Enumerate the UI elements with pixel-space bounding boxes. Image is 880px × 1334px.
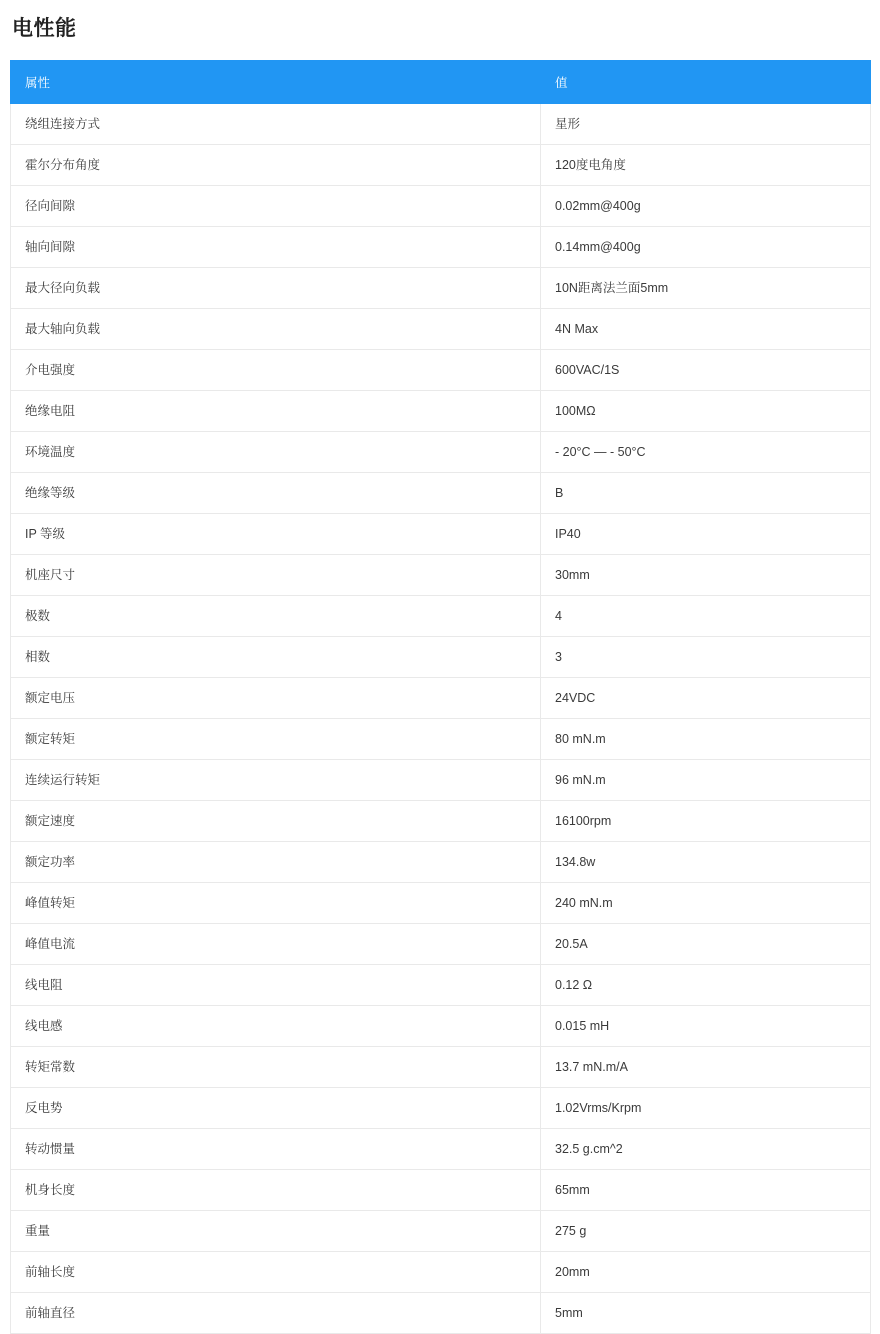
cell-attribute: 前轴长度 (11, 1252, 541, 1293)
cell-attribute: 环境温度 (11, 432, 541, 473)
table-row (11, 432, 871, 473)
electrical-performance-table (10, 60, 871, 1334)
table-row (11, 1088, 871, 1129)
cell-value: 65mm (541, 1170, 871, 1211)
cell-value: 星形 (541, 104, 871, 145)
cell-value: 240 mN.m (541, 883, 871, 924)
cell-attribute: 连续运行转矩 (11, 760, 541, 801)
cell-value: 3 (541, 637, 871, 678)
cell-value: IP40 (541, 514, 871, 555)
cell-value: 275 g (541, 1211, 871, 1252)
column-header-attribute: 属性 (11, 61, 541, 104)
cell-attribute: 相数 (11, 637, 541, 678)
table-row (11, 555, 871, 596)
cell-value: 32.5 g.cm^2 (541, 1129, 871, 1170)
cell-value: 16100rpm (541, 801, 871, 842)
cell-value: 20.5A (541, 924, 871, 965)
table-row (11, 965, 871, 1006)
table-row (11, 1211, 871, 1252)
table-row (11, 719, 871, 760)
cell-value: 4N Max (541, 309, 871, 350)
cell-attribute: 绕组连接方式 (11, 104, 541, 145)
cell-attribute: 最大轴向负载 (11, 309, 541, 350)
cell-attribute: 额定转矩 (11, 719, 541, 760)
cell-value: 96 mN.m (541, 760, 871, 801)
table-row (11, 637, 871, 678)
cell-value: 120度电角度 (541, 145, 871, 186)
cell-value: 24VDC (541, 678, 871, 719)
table-row (11, 760, 871, 801)
cell-value: 80 mN.m (541, 719, 871, 760)
table-row (11, 350, 871, 391)
table-header (11, 61, 871, 104)
cell-attribute: 额定功率 (11, 842, 541, 883)
cell-attribute: 重量 (11, 1211, 541, 1252)
table-row (11, 1129, 871, 1170)
cell-attribute: 前轴直径 (11, 1293, 541, 1334)
cell-value: 134.8w (541, 842, 871, 883)
cell-attribute: 绝缘等级 (11, 473, 541, 514)
cell-value: 0.02mm@400g (541, 186, 871, 227)
table-row (11, 1170, 871, 1211)
table-header-row (11, 61, 871, 104)
table-row (11, 924, 871, 965)
table-row (11, 883, 871, 924)
cell-attribute: 峰值转矩 (11, 883, 541, 924)
page-title: 电性能 (12, 17, 77, 40)
cell-value: 1.02Vrms/Krpm (541, 1088, 871, 1129)
cell-value: 4 (541, 596, 871, 637)
cell-attribute: 霍尔分布角度 (11, 145, 541, 186)
cell-attribute: 转动惯量 (11, 1129, 541, 1170)
cell-attribute: 额定速度 (11, 801, 541, 842)
cell-value: B (541, 473, 871, 514)
cell-value: 100MΩ (541, 391, 871, 432)
cell-value: 0.12 Ω (541, 965, 871, 1006)
cell-attribute: 径向间隙 (11, 186, 541, 227)
table-row (11, 678, 871, 719)
table-row (11, 1293, 871, 1334)
cell-value: 10N距离法兰面5mm (541, 268, 871, 309)
table-row (11, 596, 871, 637)
cell-attribute: 机座尺寸 (11, 555, 541, 596)
table-row (11, 473, 871, 514)
table-row (11, 104, 871, 145)
table-body (11, 104, 871, 1334)
table-row (11, 186, 871, 227)
cell-attribute: 线电感 (11, 1006, 541, 1047)
cell-attribute: 线电阻 (11, 965, 541, 1006)
cell-attribute: 介电强度 (11, 350, 541, 391)
table-row (11, 268, 871, 309)
cell-attribute: 机身长度 (11, 1170, 541, 1211)
table-row (11, 309, 871, 350)
cell-attribute: 峰值电流 (11, 924, 541, 965)
cell-attribute: 转矩常数 (11, 1047, 541, 1088)
table-row (11, 227, 871, 268)
cell-value: 20mm (541, 1252, 871, 1293)
cell-value: 13.7 mN.m/A (541, 1047, 871, 1088)
cell-value: ‐ 20°C — ‐ 50°C (541, 432, 871, 473)
column-header-value: 值 (541, 61, 871, 104)
table-row (11, 842, 871, 883)
cell-value: 0.015 mH (541, 1006, 871, 1047)
cell-attribute: 反电势 (11, 1088, 541, 1129)
cell-attribute: 额定电压 (11, 678, 541, 719)
table-row (11, 1252, 871, 1293)
table-row (11, 391, 871, 432)
table-row (11, 514, 871, 555)
cell-attribute: 绝缘电阻 (11, 391, 541, 432)
table-row (11, 801, 871, 842)
cell-attribute: 最大径向负载 (11, 268, 541, 309)
table-row (11, 1047, 871, 1088)
cell-value: 600VAC/1S (541, 350, 871, 391)
spec-page (0, 12, 880, 1334)
cell-attribute: 极数 (11, 596, 541, 637)
cell-value: 30mm (541, 555, 871, 596)
cell-value: 5mm (541, 1293, 871, 1334)
table-row (11, 145, 871, 186)
cell-attribute: 轴向间隙 (11, 227, 541, 268)
table-row (11, 1006, 871, 1047)
cell-value: 0.14mm@400g (541, 227, 871, 268)
cell-attribute: IP 等级 (11, 514, 541, 555)
